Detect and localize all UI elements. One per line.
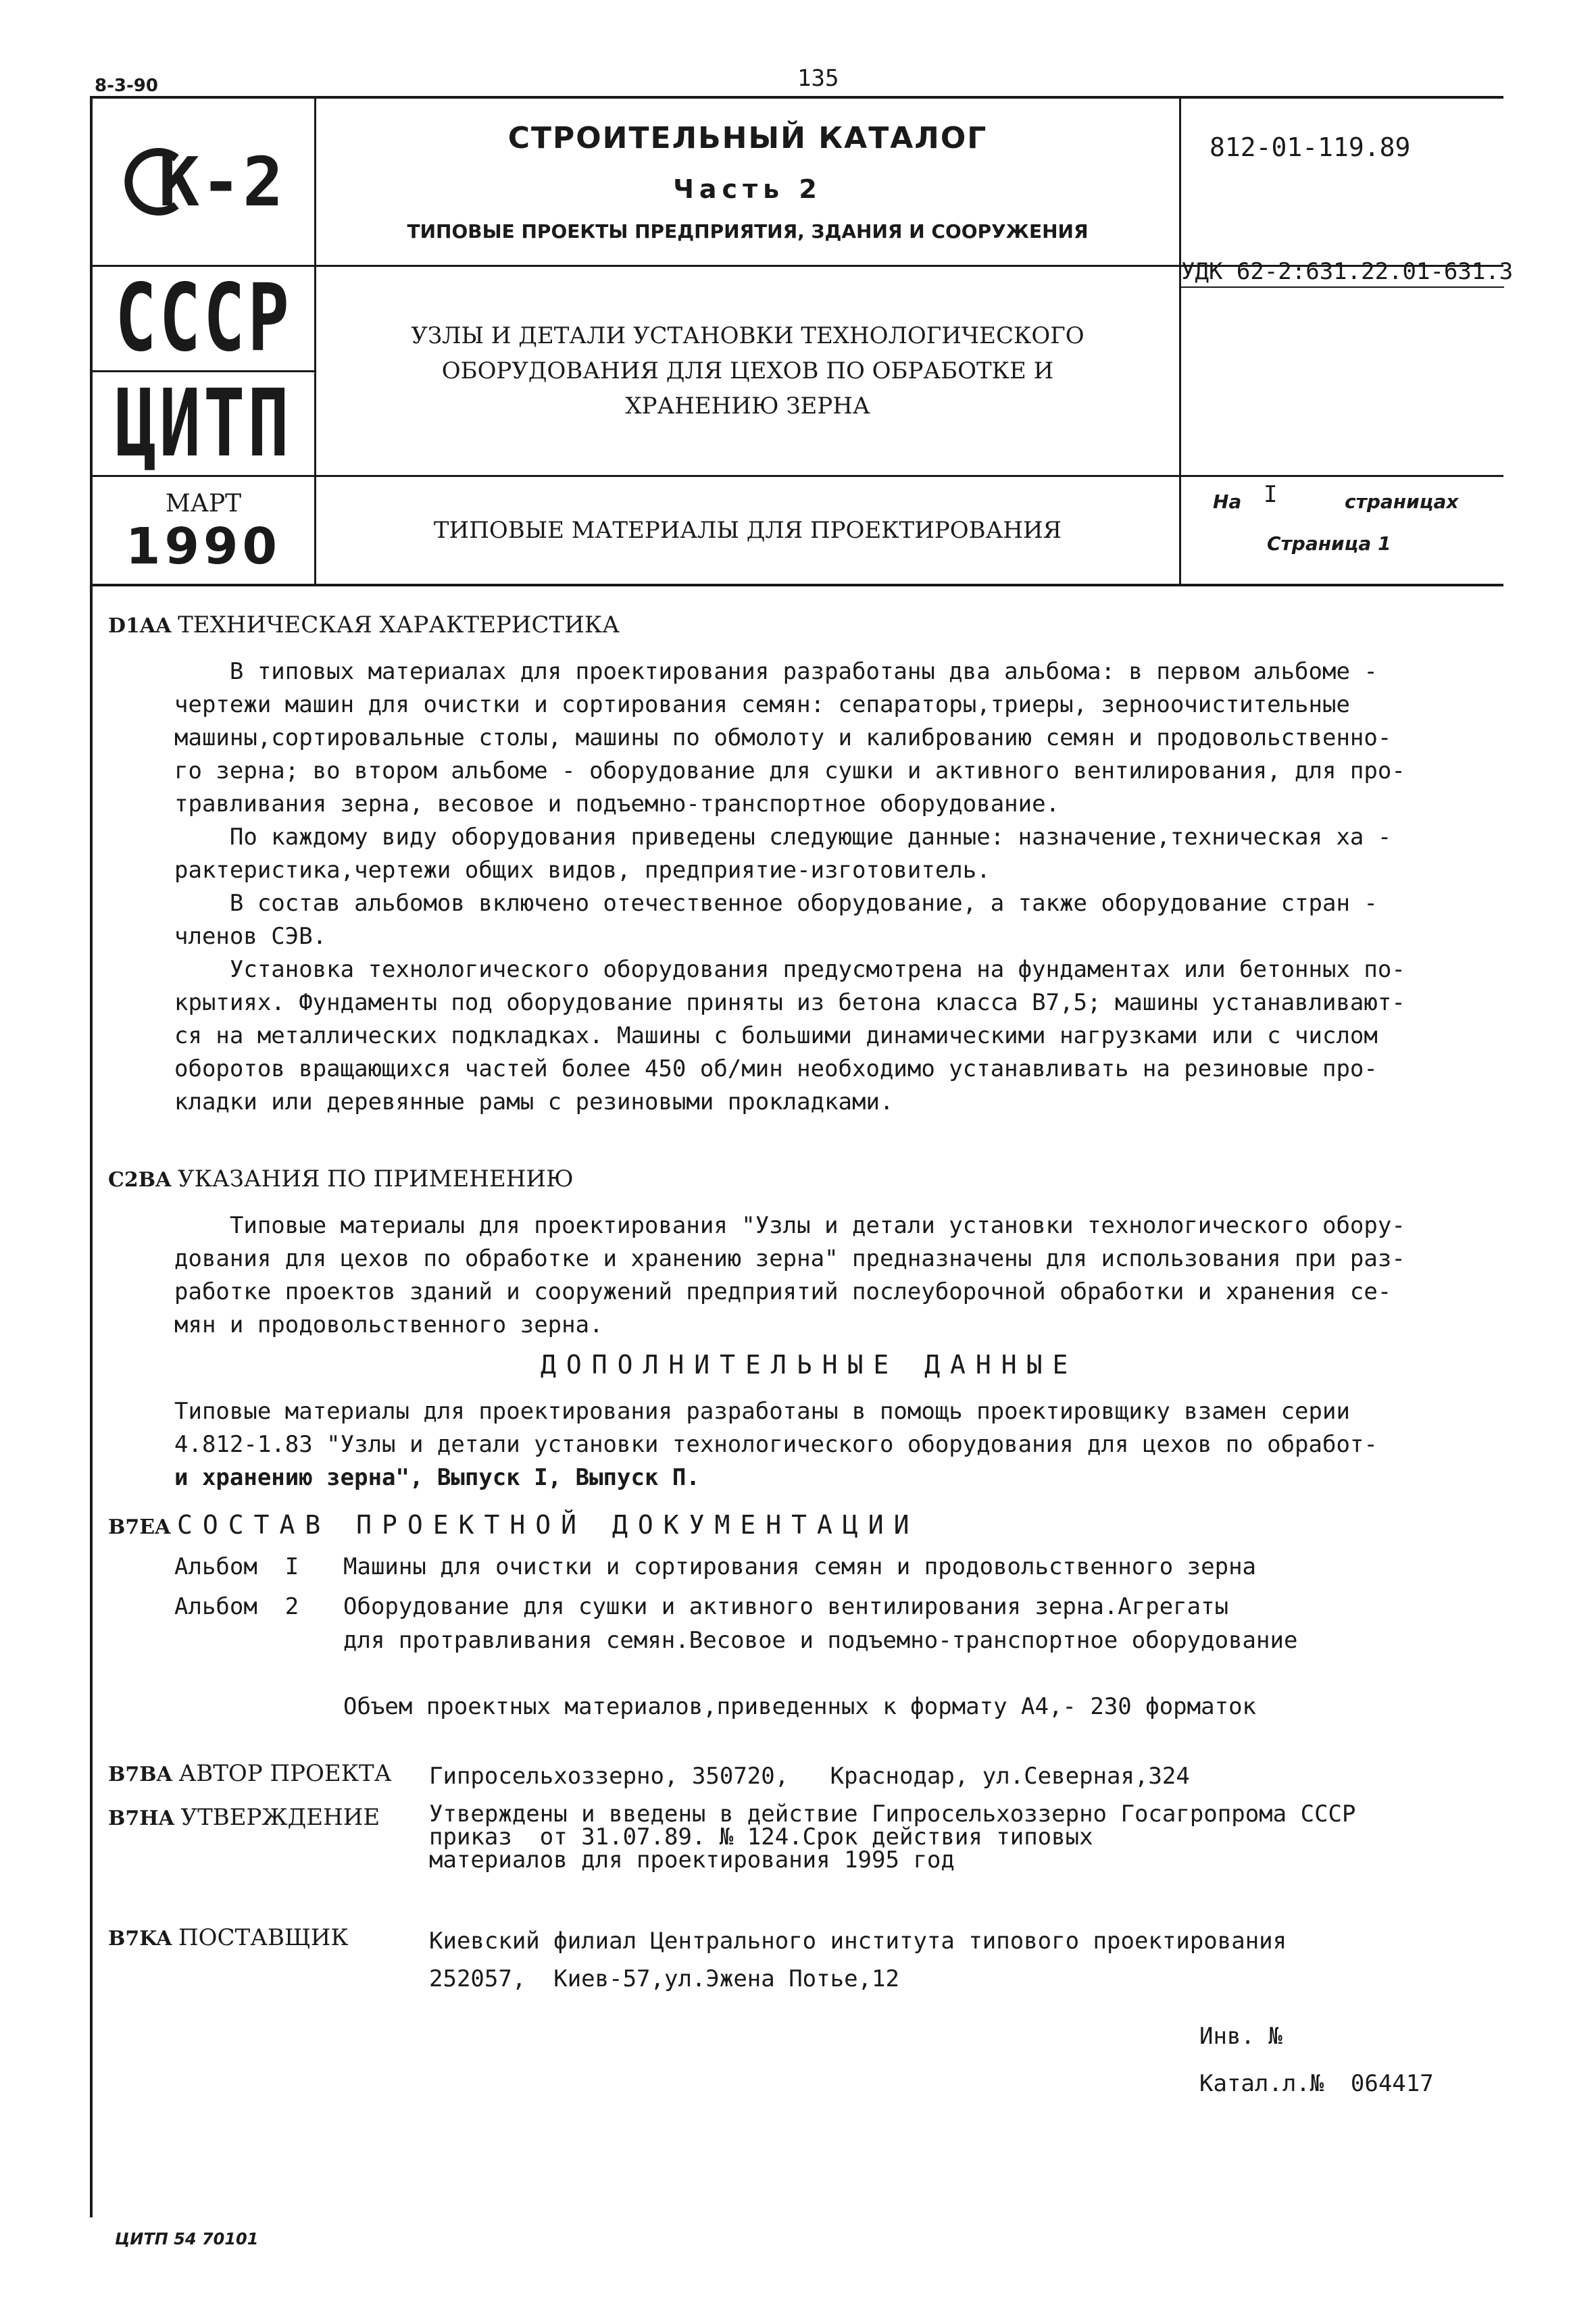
country-cell [93,264,314,373]
section-tech [108,611,620,638]
section-usage [108,1165,574,1192]
logo-cell [93,99,314,265]
logo-text: К-2 [158,142,285,222]
album-desc: Машины для очистки и сортирования семян и продовольственного зерна [343,1553,1257,1580]
section-title-approval: УТВЕРЖДЕНИЕ [180,1804,380,1831]
supplier-line: Киевский филиал Центрального института типового проектирования [429,1928,1287,1955]
section-title-tech: ТЕХНИЧЕСКАЯ ХАРАКТЕРИСТИКА [178,611,620,638]
country-label: СССР [115,264,292,373]
project-title-line-3: ХРАНЕНИЮ ЗЕРНА [625,393,870,420]
supplier-body [429,1922,1287,1998]
issue-month: МАРТ [165,489,242,518]
pages-count: I [1264,481,1278,508]
album-label: Альбом 2 [174,1593,299,1620]
tech-line: го зерна; во втором альбоме - оборудование для сушки и активного вентилирования, для про- [174,757,1405,784]
material-type-cell [316,477,1179,584]
section-title-usage: УКАЗАНИЯ ПО ПРИМЕНЕНИЮ [178,1165,574,1192]
tech-line: оборотов вращающихся частей более 450 об/мин необходимо устанавливать на резиновые про- [174,1055,1378,1082]
approval-line: приказ от 31.07.89. № 124.Срок действия типовых [429,1823,1093,1851]
header-divider-2 [1179,96,1181,586]
tech-line: крытиях. Фундаменты под оборудование приняты из бетона класса В7,5; машины устанавливают- [174,989,1405,1016]
section-composition [108,1510,919,1540]
tech-line: чертежи машин для очистки и сортирования семян: сепараторы,триеры, зерноочистительные [174,691,1350,718]
tech-line: травливания зерна, весовое и подъемно-транспортное оборудование. [174,790,1060,818]
project-title-cell [316,267,1179,475]
tech-body [174,655,1405,1119]
extra-line: Типовые материалы для проектирования разработаны в помощь проектировщику взамен серии [174,1398,1350,1425]
album-label: Альбом I [174,1553,299,1580]
catalog-title: СТРОИТЕЛЬНЫЙ КАТАЛОГ [507,121,988,155]
section-supplier [108,1924,349,1951]
tech-line: кладки или деревянные рамы с резиновыми прокладками. [174,1088,894,1115]
tech-line: рактеристика,чертежи общих видов, предприятие-изготовитель. [174,857,991,884]
usage-line: Типовые материалы для проектирования "Узлы и детали установки технологического обору- [174,1212,1405,1239]
tech-line: машины,сортировальные столы, машины по обмолоту и калиброванию семян и продовольственно- [174,724,1392,751]
extra-title: ДОПОЛНИТЕЛЬНЫЕ ДАННЫЕ [541,1350,1078,1380]
supplier-line: 252057, Киев-57,ул.Эжена Потье,12 [429,1965,899,1992]
issue-year: 1990 [126,517,281,576]
tech-line: В типовых материалах для проектирования разработаны два альбома: в первом альбоме - [174,658,1378,685]
org-label: ЦИТП [115,369,292,478]
usage-body [174,1209,1405,1342]
section-code-supplier: B7KA [108,1927,172,1951]
tech-line: В состав альбомов включено отечественное оборудование, а также оборудование стран - [174,890,1378,917]
footer-mark: ЦИТП 54 70101 [115,2230,259,2248]
catalog-logo [122,143,285,222]
volume-note: Объем проектных материалов,приведенных к формату А4,- 230 форматок [343,1693,1257,1720]
catalog-number-label: Катал.л.№ [1199,2070,1324,2097]
author-text: Гипросельхоззерно, 350720, Краснодар, ул.Северная,324 [429,1763,1190,1790]
tech-line: Установка технологического оборудования предусмотрена на фундаментах или бетонных по- [174,956,1405,983]
page-number: 135 [797,65,839,92]
date-mark: 8-3-90 [95,76,158,96]
tech-line: ся на металлических подкладках. Машины с большими динамическими нагрузками или с числом [174,1022,1378,1049]
extra-line: и хранению зерна", Выпуск I, Выпуск П. [174,1464,700,1491]
udk-code: УДК 62-2:631.22.01-631.3 [1181,258,1514,285]
header-hline-4 [91,584,1503,586]
udk-underline [1181,286,1504,288]
section-code-usage: C2BA [108,1168,172,1192]
album-desc: Оборудование для сушки и активного вентилирования зерна.Агрегаты [343,1593,1229,1620]
catalog-part: Часть 2 [673,174,822,204]
extra-line: 4.812-1.83 "Узлы и детали установки технологического оборудования для цехов по обработ- [174,1431,1378,1458]
section-code-composition: B7EA [108,1515,171,1539]
catalog-title-cell [316,99,1179,265]
catalog-subtitle: ТИПОВЫЕ ПРОЕКТЫ ПРЕДПРИЯТИЯ, ЗДАНИЯ И СООРУЖЕНИЯ [407,220,1089,243]
pages-prefix: На [1213,491,1242,513]
section-approval [108,1804,380,1831]
catalog-number: 064417 [1350,2070,1434,2097]
section-title-composition: СОСТАВ ПРОЕКТНОЙ ДОКУМЕНТАЦИИ [177,1510,920,1540]
section-code-approval: B7HA [108,1807,174,1830]
section-title-supplier: ПОСТАВЩИК [178,1924,349,1951]
approval-line: Утверждены и введены в действие Гипросельхоззерно Госагропрома СССР [429,1801,1356,1828]
extra-body [174,1395,1378,1494]
tech-line: членов СЭВ. [174,923,327,950]
approval-body [429,1803,1355,1871]
org-cell [93,369,314,478]
section-author [108,1760,391,1787]
inventory-label: Инв. № [1199,2023,1282,2050]
project-title-line-2: ОБОРУДОВАНИЯ ДЛЯ ЦЕХОВ ПО ОБРАБОТКЕ И [441,357,1054,384]
project-title-line-1: УЗЛЫ И ДЕТАЛИ УСТАНОВКИ ТЕХНОЛОГИЧЕСКОГО [411,322,1084,349]
material-type: ТИПОВЫЕ МАТЕРИАЛЫ ДЛЯ ПРОЕКТИРОВАНИЯ [433,517,1062,544]
approval-line: материалов для проектирования 1995 год [429,1846,955,1873]
page-label: Страница 1 [1267,532,1391,555]
usage-line: работке проектов зданий и сооружений предприятий послеуборочной обработки и хранения се- [174,1278,1392,1305]
tech-line: По каждому виду оборудования приведены следующие данные: назначение,техническая ха - [174,824,1392,851]
date-cell [93,477,314,584]
pages-suffix: страницах [1345,491,1459,513]
catalog-number-row [1199,2067,1434,2101]
section-title-author: АВТОР ПРОЕКТА [178,1760,392,1787]
usage-line: мян и продовольственного зерна. [174,1311,603,1338]
usage-line: дования для цехов по обработке и хранению зерна" предназначены для использования при раз- [174,1245,1405,1272]
section-code-tech: D1AA [108,614,172,638]
doc-code: 812-01-119.89 [1210,132,1411,162]
album-desc: для протравливания семян.Весовое и подъемно-транспортное оборудование [343,1627,1298,1654]
section-code-author: B7BA [108,1763,172,1786]
